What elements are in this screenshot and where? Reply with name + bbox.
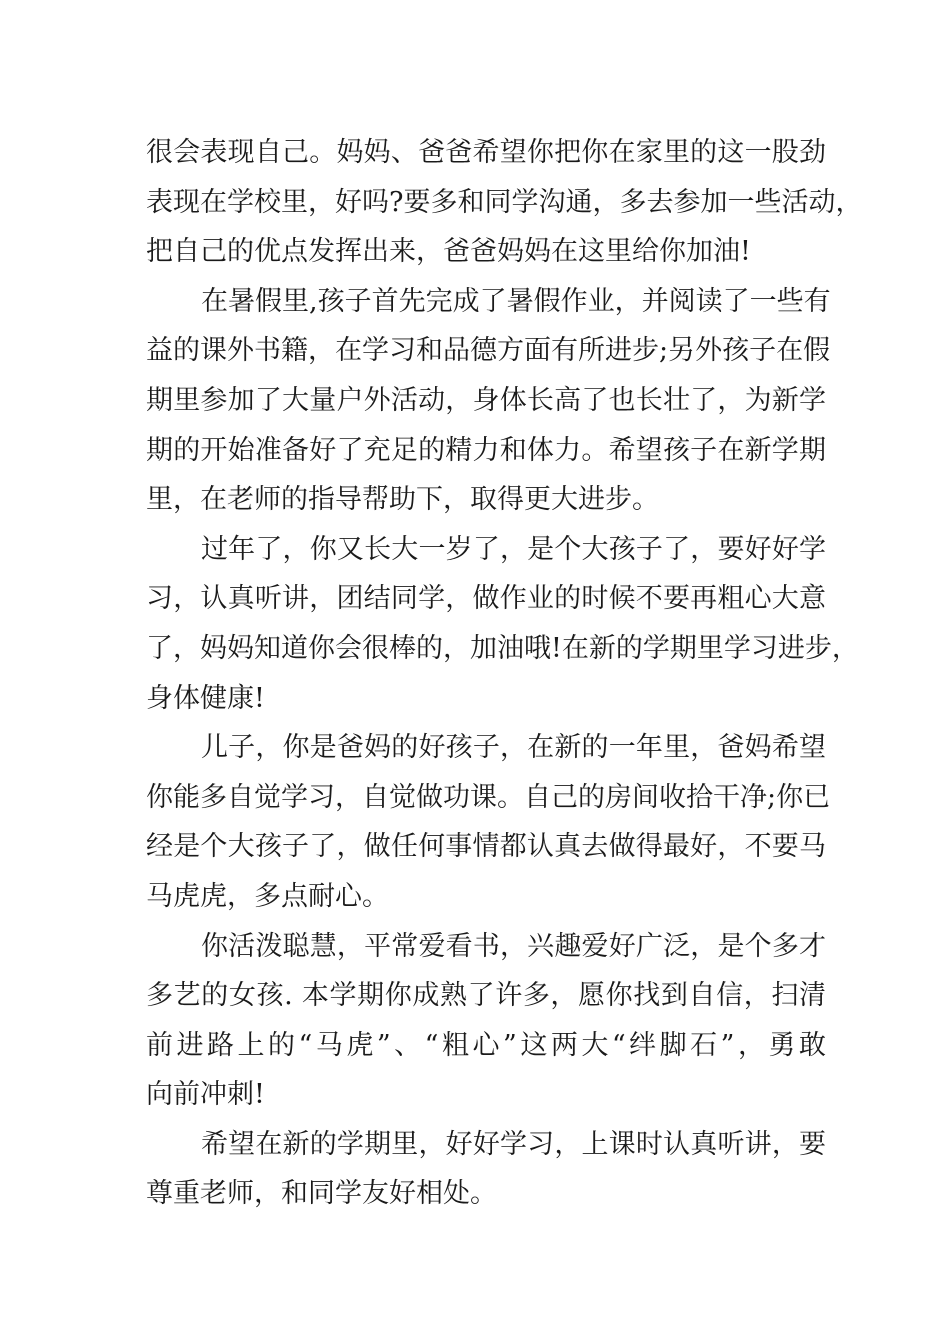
- text-line: 了，妈妈知道你会很棒的，加油哦!在新的学期里学习进步，: [146, 632, 859, 664]
- text-line: 经是个大孩子了，做任何事情都认真去做得最好，不要马: [146, 831, 826, 863]
- text-line: 习，认真听讲，团结同学，做作业的时候不要再粗心大意: [146, 583, 826, 615]
- text-line: 表现在学校里，好吗?要多和同学沟通，多去参加一些活动，: [146, 186, 863, 218]
- text-line: 期的开始准备好了充足的精力和体力。希望孩子在新学期: [146, 434, 826, 466]
- text-line: 期里参加了大量户外活动，身体长高了也长壮了，为新学: [146, 384, 826, 416]
- paragraph-first-line: 在暑假里,孩子首先完成了暑假作业，并阅读了一些有: [201, 285, 831, 317]
- text-line: 把自己的优点发挥出来，爸爸妈妈在这里给你加油!: [146, 236, 751, 268]
- text-line: 前进路上的“马虎”、“粗心”这两大“绊脚石”，勇敢: [146, 1029, 826, 1061]
- text-line: 益的课外书籍，在学习和品德方面有所进步;另外孩子在假: [146, 335, 831, 367]
- paragraph-first-line: 过年了，你又长大一岁了，是个大孩子了，要好好学: [201, 533, 826, 565]
- text-line: 马虎虎，多点耐心。: [146, 880, 389, 912]
- text-line: 多艺的女孩. 本学期你成熟了许多，愿你找到自信，扫清: [146, 980, 826, 1012]
- paragraph-first-line: 你活泼聪慧，平常爱看书，兴趣爱好广泛，是个多才: [201, 930, 826, 962]
- paragraph-first-line: 儿子，你是爸妈的好孩子，在新的一年里，爸妈希望: [201, 732, 826, 764]
- paragraph-first-line: 希望在新的学期里，好好学习，上课时认真听讲，要: [201, 1128, 826, 1160]
- body-text: [146, 128, 863, 1219]
- text-line: 你能多自觉学习，自觉做功课。自己的房间收拾干净;你已: [146, 781, 831, 813]
- text-line: 向前冲刺!: [146, 1079, 265, 1111]
- text-line: 尊重老师，和同学友好相处。: [146, 1178, 497, 1210]
- text-line: 很会表现自己。妈妈、爸爸希望你把你在家里的这一股劲: [146, 137, 826, 168]
- text-line: 里，在老师的指导帮助下，取得更大进步。: [146, 484, 659, 516]
- text-line: 身体健康!: [146, 682, 265, 714]
